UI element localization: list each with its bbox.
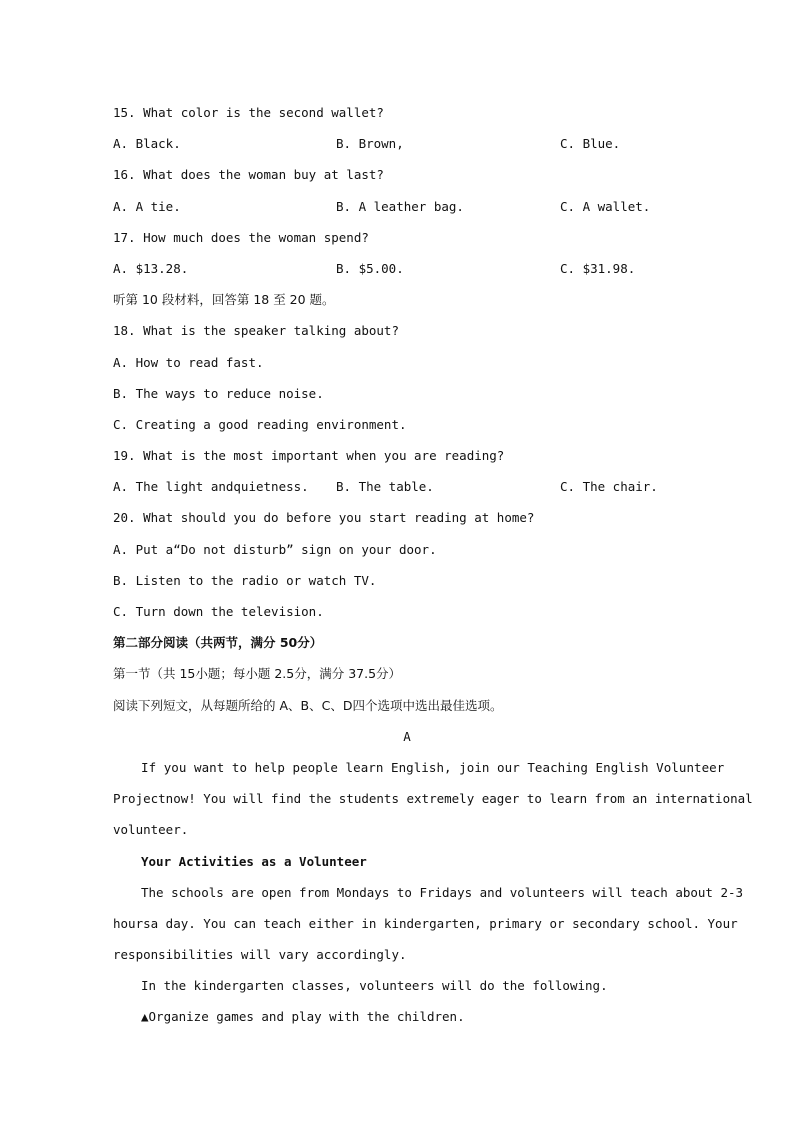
question-16-stem: 16. What does the woman buy at last? bbox=[113, 167, 384, 183]
question-20-option-b: B. Listen to the radio or watch TV. bbox=[113, 572, 377, 588]
option-c: C. A wallet. bbox=[560, 198, 651, 214]
question-18-option-a: A. How to read fast. bbox=[113, 354, 264, 370]
passage-p2-line-1: The schools are open from Mondays to Fridays and volunteers will teach about 2-3 bbox=[141, 884, 744, 900]
question-15-options bbox=[113, 131, 701, 162]
passage-p2-line-3: responsibilities will vary accordingly. bbox=[113, 947, 407, 963]
question-17-stem: 17. How much does the woman spend? bbox=[113, 229, 369, 245]
listening-instruction-10: 听第 10 段材料，回答第 18 至 20 题。 bbox=[113, 292, 335, 308]
passage-p1-line-1: If you want to help people learn English, join our Teaching English Volunteer bbox=[141, 759, 725, 775]
option-c: C. Blue. bbox=[560, 136, 621, 152]
question-19-stem: 19. What is the most important when you are reading? bbox=[113, 448, 505, 464]
passage-p2-line-2: hoursa day. You can teach either in kindergarten, primary or secondary school. Your bbox=[113, 915, 738, 931]
option-a: A. $13.28. bbox=[113, 260, 189, 276]
question-15-stem: 15. What color is the second wallet? bbox=[113, 105, 384, 120]
option-a: A. A tie. bbox=[113, 198, 181, 214]
question-20-stem: 20. What should you do before you start reading at home? bbox=[113, 510, 535, 526]
option-a: A. Black. bbox=[113, 136, 181, 152]
option-b: B. A leather bag. bbox=[336, 198, 464, 214]
question-19-options bbox=[113, 474, 701, 505]
question-17-options bbox=[113, 256, 701, 287]
question-20-option-a: A. Put a“Do not disturb” sign on your door. bbox=[113, 541, 437, 557]
question-18-option-b: B. The ways to reduce noise. bbox=[113, 385, 324, 401]
option-c: C. $31.98. bbox=[560, 260, 636, 276]
passage-p1-line-3: volunteer. bbox=[113, 822, 189, 838]
document-page bbox=[113, 100, 753, 1036]
passage-heading: Your Activities as a Volunteer bbox=[141, 853, 367, 869]
question-18-stem: 18. What is the speaker talking about? bbox=[113, 323, 399, 339]
part-two-title: 第二部分阅读（共两节，满分 50分） bbox=[113, 635, 323, 651]
option-a: A. The light andquietness. bbox=[113, 479, 309, 495]
option-b: B. Brown, bbox=[336, 136, 404, 152]
question-20-option-c: C. Turn down the television. bbox=[113, 604, 324, 619]
question-18-option-c: C. Creating a good reading environment. bbox=[113, 416, 407, 432]
section-one-title: 第一节（共 15小题；每小题 2.5分，满分 37.5分） bbox=[113, 666, 402, 682]
question-16-options bbox=[113, 194, 701, 225]
reading-instruction: 阅读下列短文，从每题所给的 A、B、C、D四个选项中选出最佳选项。 bbox=[113, 697, 503, 713]
passage-bullet-1: ▲Organize games and play with the children. bbox=[141, 1009, 465, 1025]
option-b: B. $5.00. bbox=[336, 260, 404, 276]
option-c: C. The chair. bbox=[560, 479, 658, 495]
passage-label: A bbox=[403, 728, 411, 744]
option-b: B. The table. bbox=[336, 479, 434, 495]
passage-p3: In the kindergarten classes, volunteers will do the following. bbox=[141, 978, 608, 994]
passage-p1-line-2: Projectnow! You will find the students extremely eager to learn from an international bbox=[113, 791, 753, 807]
